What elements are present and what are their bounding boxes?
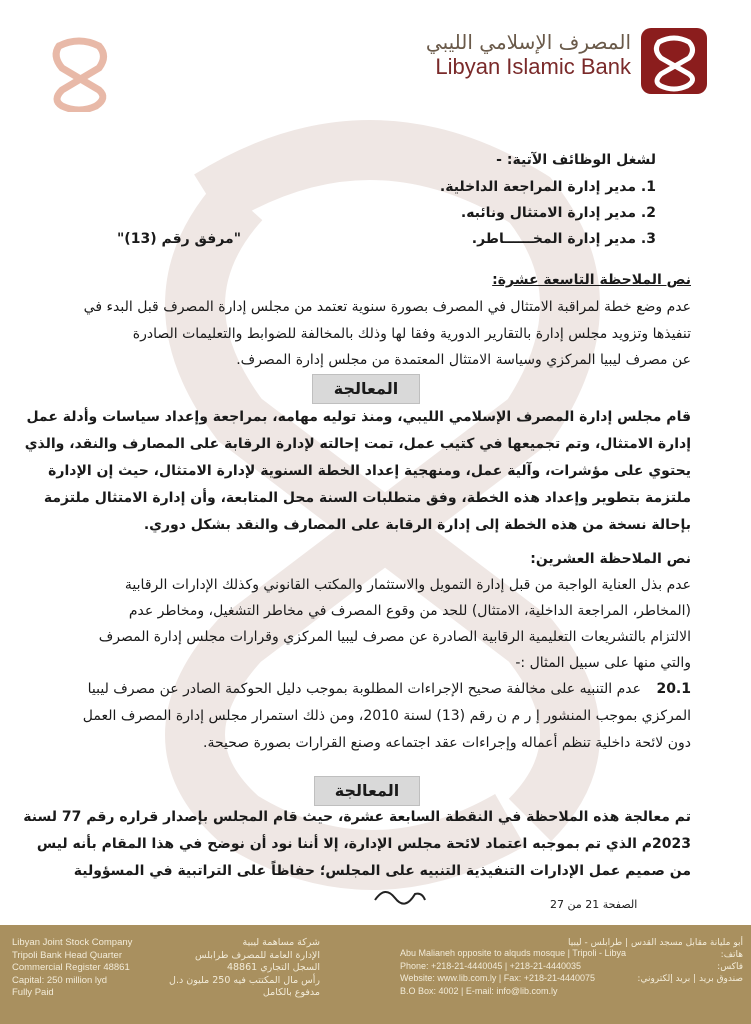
note20-title: نص الملاحظة العشرين:	[530, 551, 691, 567]
note19-line-3: عن مصرف ليبيا المركزي وسياسة الامتثال المعتمدة من مجلس إدارة المصرف.	[236, 352, 691, 368]
treatment19-line-5: بإحالة نسخة من هذه الخطة إلى إدارة الرقابة على المصارف والنقد بشكل دوري.	[143, 517, 691, 533]
note20-line-1: عدم بذل العناية الواجبة من قبل إدارة التمويل والاستثمار والمكتب القانوني وكذلك الإدارات الرقابية	[124, 577, 691, 593]
treatment20-line-2: 2023م الذي تم بموجبه اعتماد لائحة مجلس الإدارة، إلا أننا نود أن نوضح في هذا المقام بأنه ليس	[36, 836, 691, 852]
treatment20-line-1: تم معالجة هذه الملاحظة في النقطة السابعة عشرة، حيث قام المجلس بإصدار قراره رقم 77 لسنة	[23, 809, 691, 825]
treatment-heading-1: المعالجة	[312, 374, 420, 404]
job-number: 2.	[640, 205, 656, 221]
footer-band	[0, 925, 751, 1024]
bank-logo-outline-icon	[44, 34, 114, 112]
note20-line-3: الالتزام بالتشريعات التعليمية الرقابية الصادرة عن مصرف ليبيا المركزي وقرارات مجلس إدارة المصرف	[98, 629, 691, 645]
job-text: مدير إدارة الامتثال ونائبه.	[460, 205, 637, 221]
bank-name-en: Libyan Islamic Bank	[435, 54, 631, 79]
footer-company-ar: شركة مساهمة ليبية الإدارة العامة للمصرف طرابلس السجل التجاري 48861 رأس مال المكتتب فيه 250 مليون د.ل مدفوع بالكامل	[169, 937, 320, 998]
note20-item-line-1: عدم التنبيه على مخالفة صحيح الإجراءات المطلوبة بموجب دليل الحوكمة الصادر عن مصرف ليبيا	[87, 681, 641, 697]
note19-line-2: تنفيذها وتزويد مجلس إدارة بالتقارير الدورية وفقا لها وذلك بالمخالفة للضوابط والتعليمات الصادرة	[132, 326, 691, 342]
attachment-ref: "مرفق رقم (13)"	[117, 231, 241, 247]
footer-company-en: Libyan Joint Stock Company Tripoli Bank Head Quarter Commercial Register 48861 Capital: 250 million lyd Fully Paid	[12, 937, 133, 998]
bank-brand	[426, 30, 631, 80]
note19-title: نص الملاحظة التاسعة عشرة:	[492, 272, 691, 288]
job-number: 1.	[640, 179, 656, 195]
note20-line-4: والتي منها على سبيل المثال :-	[515, 655, 691, 671]
job-item-3	[472, 226, 656, 252]
job-number: 3.	[640, 231, 656, 247]
treatment20-line-3: من صميم عمل الإدارات التنفيذية التنبيه على المجلس؛ حفاظاً على التراتبية في المسؤولية	[73, 863, 691, 879]
note20-line-2: (المخاطر، المراجعة الداخلية، الامتثال) للحد من وقوع المصرف في مخاطر التشغيل، ومخاطر عدم	[128, 603, 691, 619]
note19-line-1: عدم وضع خطة لمراقبة الامتثال في المصرف بصورة سنوية تعتمد من مجلس إدارة المصرف قبل البدء في	[83, 299, 691, 315]
treatment19-line-3: يحتوي على مؤشرات، وآلية عمل، ومنهجية إعداد الخطة السنوية لإدارة الامتثال، حيث إن الإدارة	[48, 463, 691, 479]
treatment19-line-4: ملتزمة بتطوير وإعداد هذه الخطة، وفق متطلبات السنة محل المتابعة، وأن إدارة الامتثال ملتزمة	[43, 490, 691, 506]
footer-contact-en: Abu Malianeh opposite to alquds mosque | Tripoli - Libya Phone: +218-21-4440045 | +218-21-4440035 Website: www.lib.com.ly | Fax: +218-21-4440075 B.O Box: 4002 | E-mail: info@lib.com.ly	[400, 948, 626, 996]
job-item-1	[440, 174, 656, 200]
treatment-heading-2: المعالجة	[314, 776, 420, 806]
note20-item-number: 20.1	[656, 681, 691, 697]
bank-logo-icon	[641, 28, 707, 94]
note20-item-line-3: دون لائحة داخلية تنظم أعماله وإجراءات عقد اجتماعه وصنع القرارات بصورة صحيحة.	[203, 735, 691, 751]
treatment19-line-1: قام مجلس إدارة المصرف الإسلامي الليبي، ومنذ توليه مهامه، بمراجعة وإعداد سياسات وأدلة عمل	[26, 409, 691, 425]
intro-line: لشغل الوظائف الآتية: -	[496, 152, 656, 168]
page-number: الصفحة 21 من 27	[550, 898, 638, 911]
job-text: مدير إدارة المراجعة الداخلية.	[439, 179, 637, 195]
bank-name-ar: المصرف الإسلامي الليبي	[425, 30, 631, 54]
treatment19-line-2: إدارة الامتثال، وتم تجميعها في كتيب عمل، تمت إحالته لإدارة الرقابة على المصارف والنقد، والذي	[24, 436, 691, 452]
note20-item-line-2: المركزي بموجب المنشور إ ر م ن رقم (13) لسنة 2010، ومن ذلك استمرار مجلس إدارة المصرف العمل	[82, 708, 691, 724]
signature-mark	[370, 880, 430, 910]
job-item-2	[461, 200, 656, 226]
footer-contact-ar: أبو مليانة مقابل مسجد القدس | طرابلس - ليبيا هاتف: فاكس: صندوق بريد | بريد إلكتروني:	[568, 938, 743, 984]
job-text: مدير إدارة المخــــــاطر.	[471, 231, 637, 247]
